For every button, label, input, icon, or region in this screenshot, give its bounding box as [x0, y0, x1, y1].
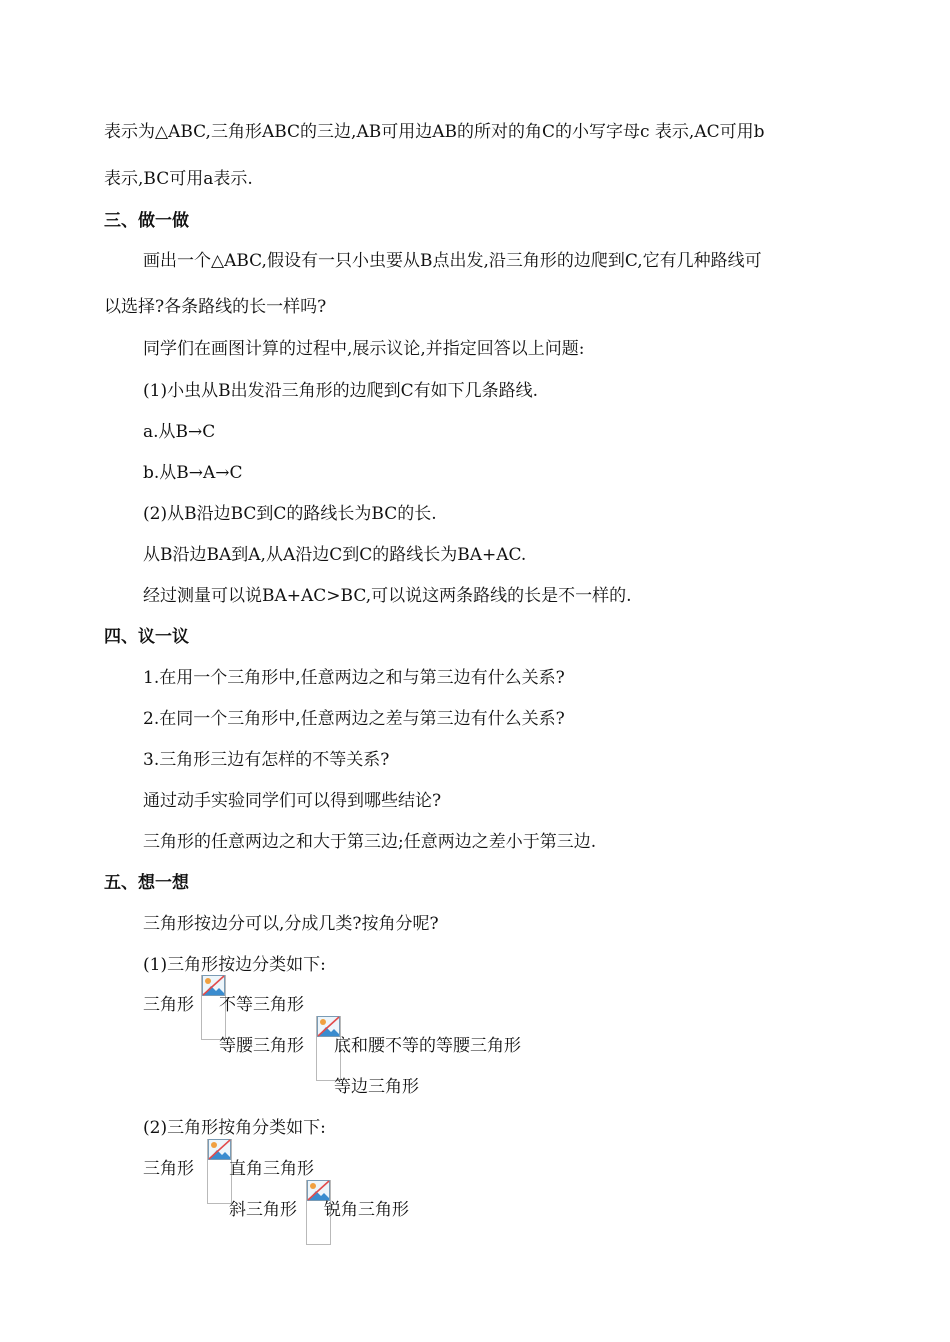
paragraph-line: 从B沿边BA到A,从A沿边C到C的路线长为BA+AC.	[143, 545, 527, 565]
image-placeholder-icon	[307, 1180, 330, 1201]
section-heading-think: 五、想一想	[104, 873, 189, 893]
image-placeholder-icon	[202, 975, 225, 996]
tree-angles-oblique: 斜三角形	[229, 1200, 297, 1220]
paragraph-line: (2)三角形按角分类如下:	[143, 1118, 326, 1138]
paragraph-line: 画出一个△ABC,假设有一只小虫要从B点出发,沿三角形的边爬到C,它有几种路线可	[143, 251, 762, 271]
paragraph-line: 1.在用一个三角形中,任意两边之和与第三边有什么关系?	[143, 668, 565, 688]
tree-angles-root: 三角形	[143, 1159, 194, 1179]
paragraph-line: (1)三角形按边分类如下:	[143, 955, 326, 975]
tree-sides-scalene: 不等三角形	[219, 995, 304, 1015]
tree-sides-isosceles: 等腰三角形	[219, 1036, 304, 1056]
paragraph-line: (2)从B沿边BC到C的路线长为BC的长.	[143, 504, 437, 524]
tree-sides-equilateral: 等边三角形	[334, 1077, 419, 1097]
paragraph-line: (1)小虫从B出发沿三角形的边爬到C有如下几条路线.	[143, 381, 538, 401]
image-placeholder-icon	[317, 1016, 340, 1037]
tree-sides-iso-unequal: 底和腰不等的等腰三角形	[334, 1036, 521, 1056]
paragraph-line: 3.三角形三边有怎样的不等关系?	[143, 750, 390, 770]
paragraph-line: 表示,BC可用a表示.	[104, 169, 253, 189]
paragraph-line: b.从B→A→C	[143, 463, 243, 483]
paragraph-line: 表示为△ABC,三角形ABC的三边,AB可用边AB的所对的角C的小写字母c 表示,AC可用b	[104, 122, 765, 142]
paragraph-line: 同学们在画图计算的过程中,展示议论,并指定回答以上问题:	[143, 339, 585, 359]
paragraph-line: 三角形的任意两边之和大于第三边;任意两边之差小于第三边.	[143, 832, 597, 852]
section-heading-discuss: 四、议一议	[104, 627, 189, 647]
tree-angles-right: 直角三角形	[229, 1159, 314, 1179]
paragraph-line: 三角形按边分可以,分成几类?按角分呢?	[143, 914, 439, 934]
paragraph-line: 2.在同一个三角形中,任意两边之差与第三边有什么关系?	[143, 709, 565, 729]
paragraph-line: 通过动手实验同学们可以得到哪些结论?	[143, 791, 442, 811]
tree-angles-acute: 锐角三角形	[324, 1200, 409, 1220]
tree-sides-root: 三角形	[143, 995, 194, 1015]
paragraph-line: 经过测量可以说BA+AC>BC,可以说这两条路线的长是不一样的.	[143, 586, 632, 606]
section-heading-do: 三、做一做	[104, 211, 189, 231]
paragraph-line: 以选择?各条路线的长一样吗?	[104, 297, 327, 317]
image-placeholder-icon	[208, 1139, 231, 1160]
paragraph-line: a.从B→C	[143, 422, 216, 442]
